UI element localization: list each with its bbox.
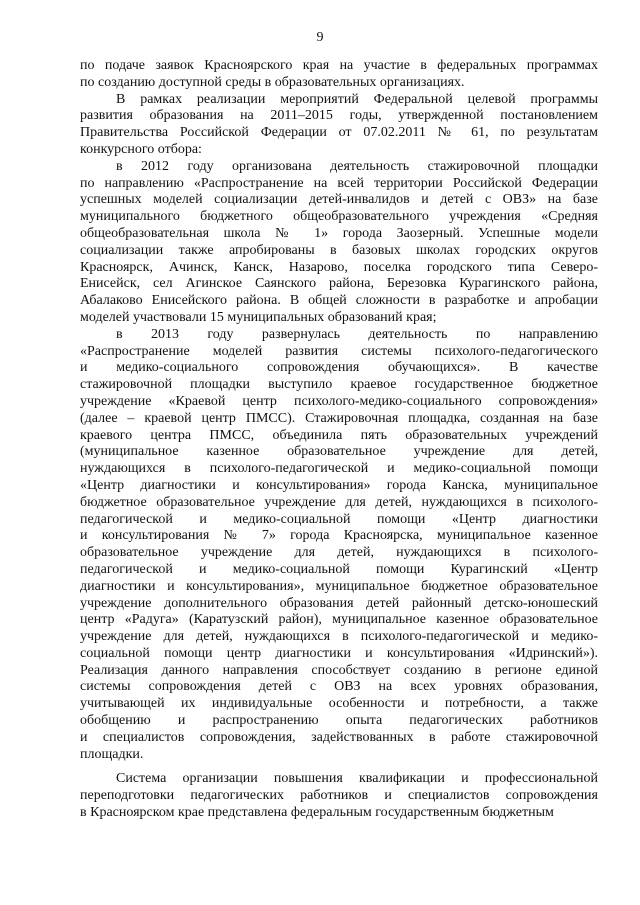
text-line: успешных моделей социализации детей-инвалидов и детей с ОВЗ» на базе <box>80 192 598 208</box>
text-line: и специалистов сопровождения, задействованных в работе стажировочной <box>80 729 598 745</box>
text-line: социальной помощи центр диагностики и консультирования «Идринский»). <box>80 645 598 661</box>
text-line: нуждающихся в психолого-педагогической и медико-социальной помощи <box>80 461 598 477</box>
text-line: стажировочной площадки выступило краевое государственное бюджетное <box>80 377 598 393</box>
text-line: в 2013 году развернулась деятельность по направлению <box>116 326 598 342</box>
text-line: Абалаково Енисейского района. В общей сложности в разработке и апробации <box>80 293 598 309</box>
paragraph <box>80 159 598 327</box>
paragraph-gap <box>80 763 598 771</box>
page-number: 9 <box>316 30 324 45</box>
text-line: «Распространение моделей развития системы психолого-педагогического <box>80 343 598 359</box>
text-line: переподготовки педагогических работников и специалистов сопровождения <box>80 788 598 804</box>
text-line: Енисейск, сел Агинское Саянского района, Березовка Курагинского района, <box>80 276 598 292</box>
text-line: и консультирования № 7» города Красноярска, муниципальное казенное <box>80 528 598 544</box>
text-line: социализации также апробированы в базовых школах городских округов <box>80 242 598 258</box>
text-line: В рамках реализации мероприятий Федеральной целевой программы <box>116 91 598 107</box>
text-line: по направлению «Распространение на всей территории Российской Федерации <box>80 175 598 191</box>
text-line: по созданию доступной среды в образовательных организациях. <box>80 74 465 90</box>
text-line: системы сопровождения детей с ОВЗ на всех уровнях образования, <box>80 679 598 695</box>
text-line: педагогической и медико-социальной помощи Курагинский «Центр <box>80 561 598 577</box>
paragraph <box>80 771 598 821</box>
text-line: в Красноярском крае представлена федеральным государственным бюджетным <box>80 805 554 821</box>
text-line: конкурсного отбора: <box>80 141 202 157</box>
text-line: моделей участвовали 15 муниципальных образований края; <box>80 309 437 325</box>
text-line: центр «Радуга» (Каратузский район), муниципальное казенное образовательное <box>80 612 598 628</box>
text-line: Система организации повышения квалификации и профессиональной <box>116 771 598 787</box>
text-line: Красноярск, Ачинск, Канск, Назарово, поселка городского типа Северо- <box>80 259 598 275</box>
text-line: в 2012 году организована деятельность стажировочной площадки <box>116 158 598 174</box>
text-line: бюджетное образовательное учреждение для детей, нуждающихся в психолого- <box>80 494 598 510</box>
text-line: площадки. <box>80 746 144 762</box>
text-line: муниципального бюджетного общеобразовательного учреждения «Средняя <box>80 209 598 225</box>
text-line: по подаче заявок Красноярского края на участие в федеральных программах <box>80 58 598 73</box>
text-line: обобщению и распространению опыта педагогических работников <box>80 713 598 729</box>
text-line: (муниципальное казенное образовательное учреждение для детей, <box>80 444 598 460</box>
text-line: общеобразовательная школа № 1» города Заозерный. Успешные модели <box>80 225 598 241</box>
text-line: учреждение «Краевой центр психолого-медико-социального сопровождения» <box>80 393 598 409</box>
text-line: образовательное учреждение для детей, нуждающихся в психолого- <box>80 545 598 561</box>
paragraph <box>80 327 598 764</box>
text-line: учитывающей их индивидуальные особенности и потребности, а также <box>80 696 598 712</box>
text-line: и медико-социального сопровождения обучающихся». В качестве <box>80 360 598 376</box>
text-line: учреждение для детей, нуждающихся в психолого-педагогической и медико- <box>80 629 598 645</box>
text-line: диагностики и консультирования», муниципальное бюджетное образовательное <box>80 578 598 594</box>
text-line: Правительства Российской Федерации от 07.02.2011 № 61, по результатам <box>80 125 598 141</box>
text-line: краевого центра ПМСС, объединила пять образовательных учреждений <box>80 427 598 443</box>
text-line: (далее – краевой центр ПМСС). Стажировочная площадка, созданная на базе <box>80 410 598 426</box>
text-line: развития образования на 2011–2015 годы, утвержденной постановлением <box>80 108 598 124</box>
text-line: учреждение дополнительного образования детей районный детско-юношеский <box>80 595 598 611</box>
text-line: Реализация данного направления способствует созданию в регионе единой <box>80 662 598 678</box>
paragraph <box>80 92 598 159</box>
paragraph <box>80 58 598 92</box>
text-line: педагогической и медико-социальной помощи «Центр диагностики <box>80 511 598 527</box>
text-line: «Центр диагностики и консультирования» города Канска, муниципальное <box>80 477 598 493</box>
document-body <box>80 58 598 822</box>
